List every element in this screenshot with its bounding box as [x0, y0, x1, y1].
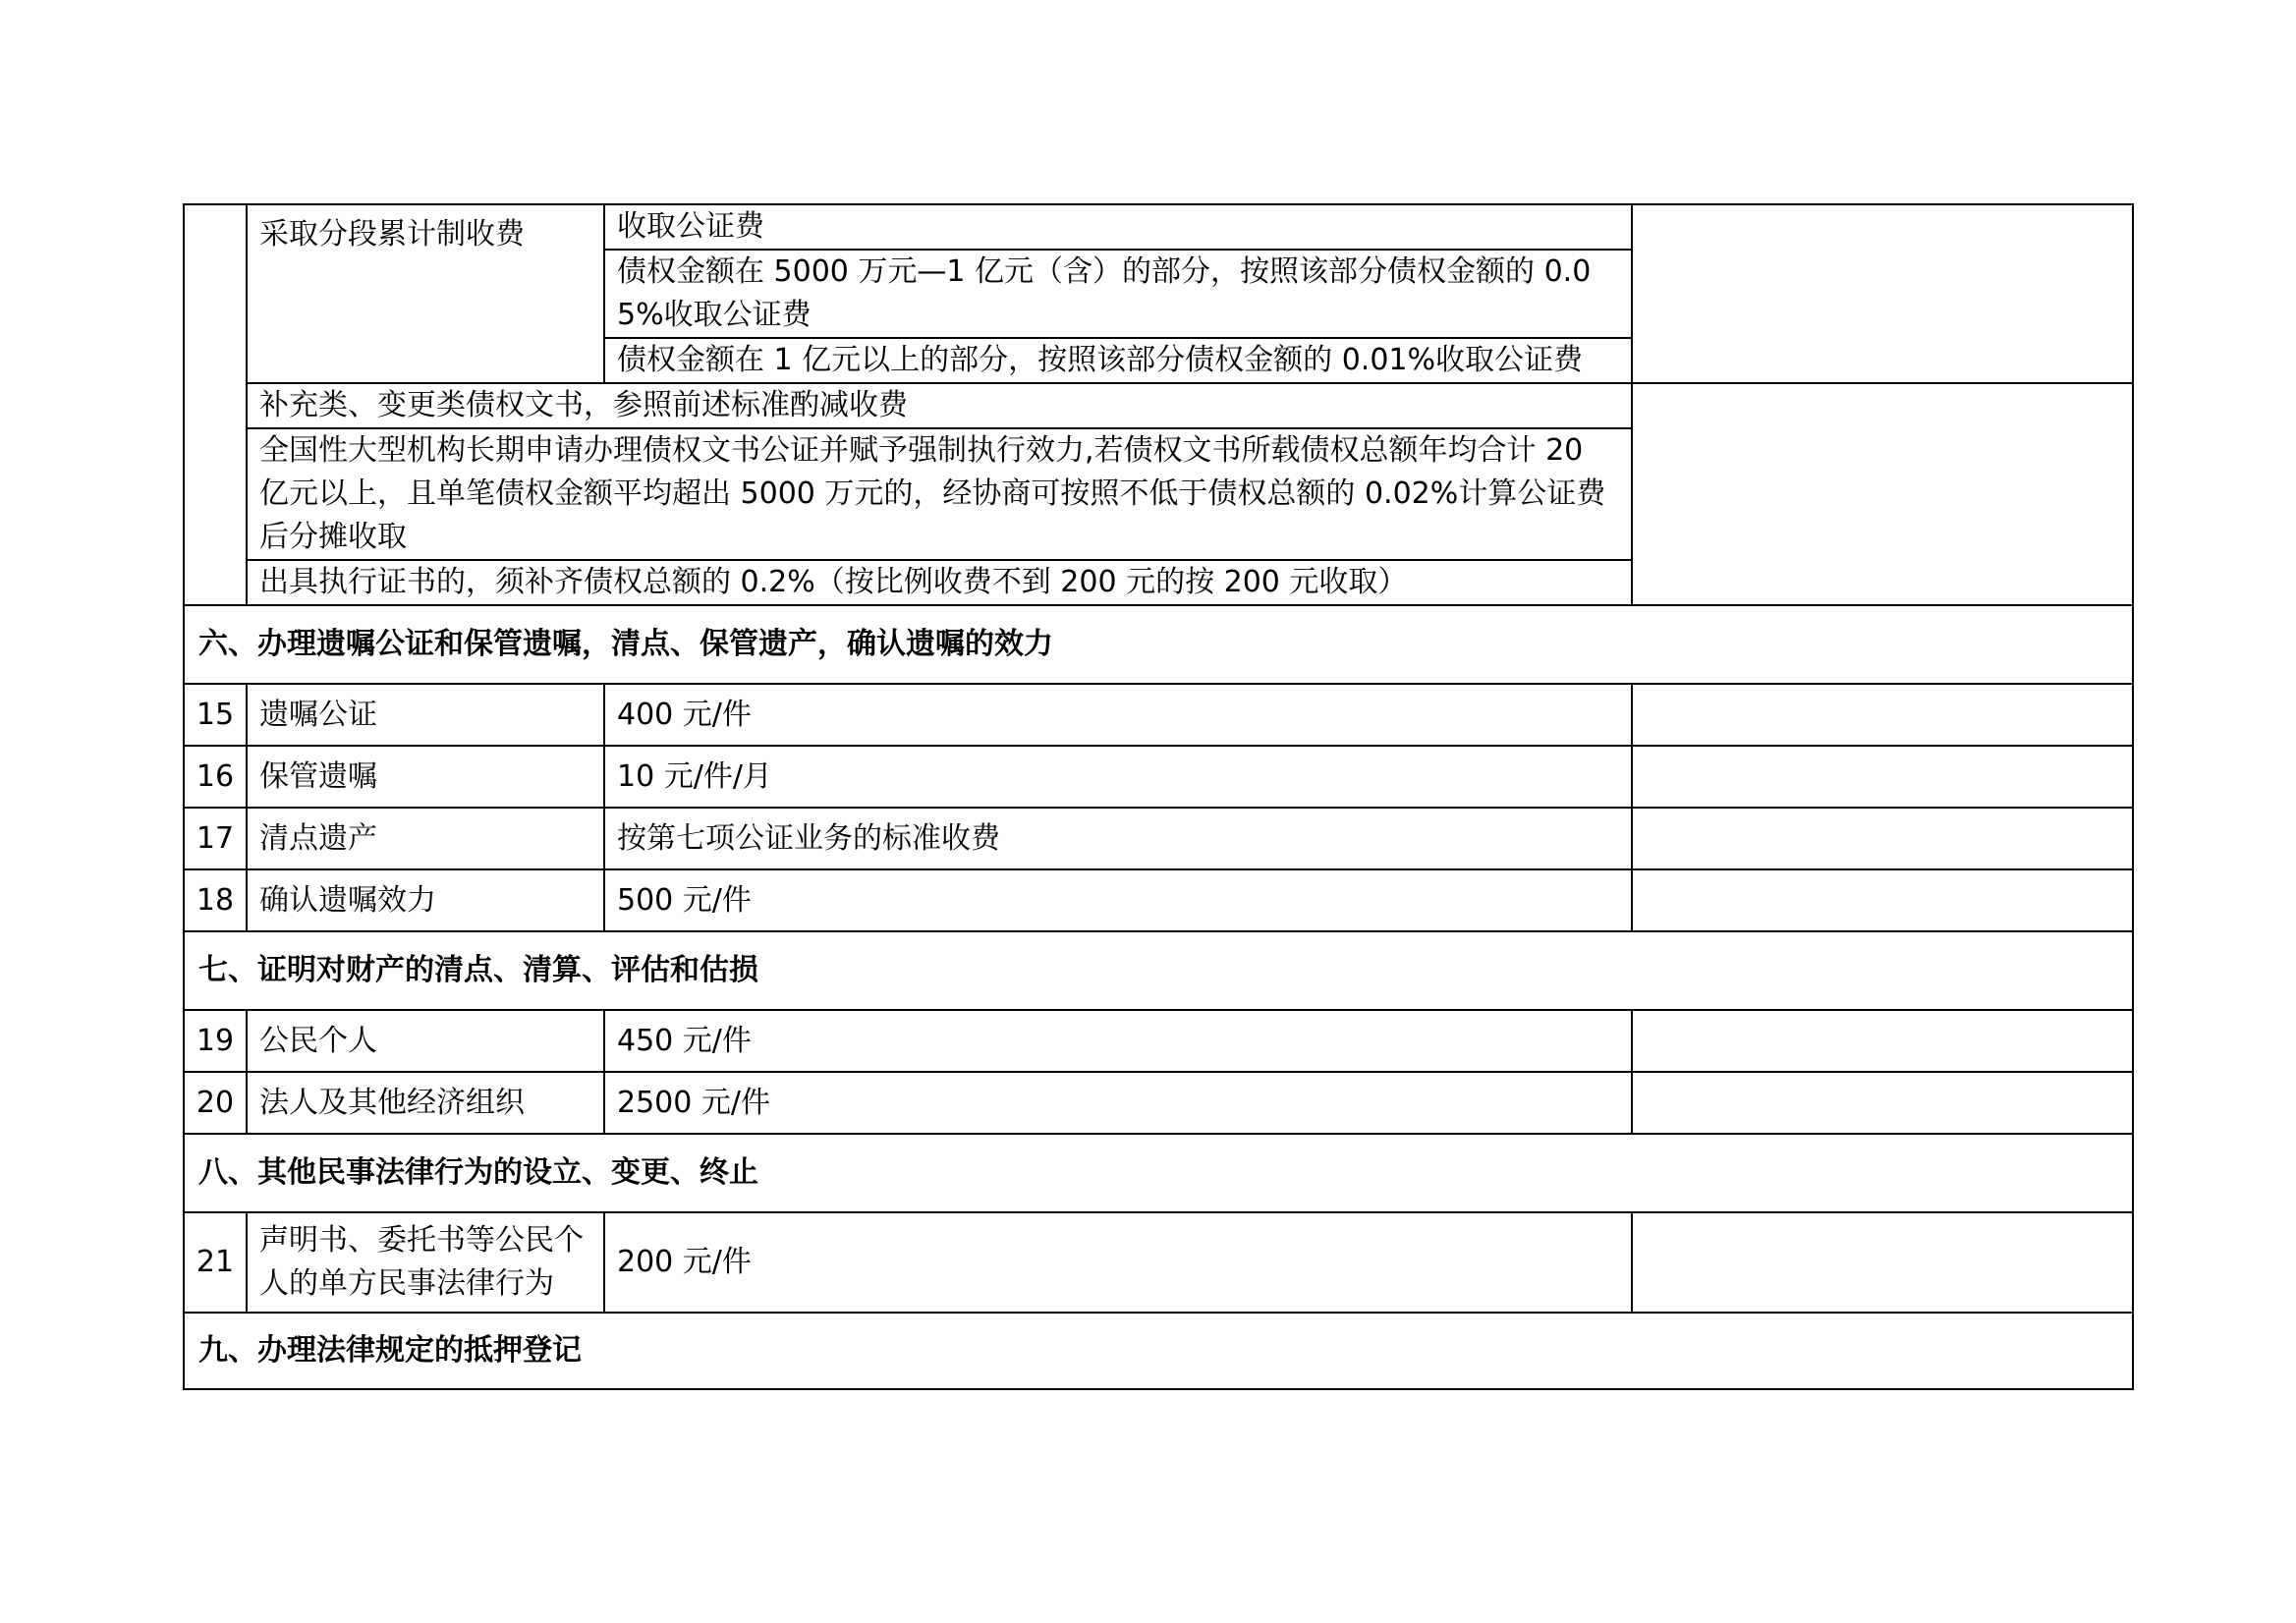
cumulative-tier-2: 债权金额在 5000 万元—1 亿元（含）的部分，按照该部分债权金额的 0.05%收取公证费	[604, 250, 1632, 338]
row-note	[1632, 808, 2133, 869]
continuation-number-cell	[184, 204, 247, 605]
row-note	[1632, 1010, 2133, 1072]
row-number: 20	[184, 1072, 247, 1134]
row-fee: 500 元/件	[604, 869, 1632, 931]
row-note	[1632, 746, 2133, 808]
continuation-note-cell-2	[1632, 383, 2133, 605]
notary-fee-table	[183, 203, 2134, 1390]
cumulative-fee-label: 采取分段累计制收费	[247, 204, 604, 383]
row-item: 遗嘱公证	[247, 684, 604, 746]
row-number: 18	[184, 869, 247, 931]
row-fee: 2500 元/件	[604, 1072, 1632, 1134]
row-fee: 450 元/件	[604, 1010, 1632, 1072]
row-item: 清点遗产	[247, 808, 604, 869]
row-note	[1632, 1072, 2133, 1134]
row-fee: 200 元/件	[604, 1212, 1632, 1313]
row-item: 公民个人	[247, 1010, 604, 1072]
execution-certificate-rule: 出具执行证书的，须补齐债权总额的 0.2%（按比例收费不到 200 元的按 200 元收取）	[247, 560, 1632, 605]
section-title-8: 八、其他民事法律行为的设立、变更、终止	[184, 1134, 2133, 1212]
row-fee: 10 元/件/月	[604, 746, 1632, 808]
continuation-note-cell-1	[1632, 204, 2133, 383]
supplementary-rule: 补充类、变更类债权文书，参照前述标准酌减收费	[247, 383, 1632, 428]
row-number: 15	[184, 684, 247, 746]
row-item: 保管遗嘱	[247, 746, 604, 808]
section-title-9: 九、办理法律规定的抵押登记	[184, 1313, 2133, 1389]
row-fee: 按第七项公证业务的标准收费	[604, 808, 1632, 869]
row-item: 声明书、委托书等公民个人的单方民事法律行为	[247, 1212, 604, 1313]
row-note	[1632, 684, 2133, 746]
cumulative-tier-3: 债权金额在 1 亿元以上的部分，按照该部分债权金额的 0.01%收取公证费	[604, 338, 1632, 383]
row-item: 确认遗嘱效力	[247, 869, 604, 931]
row-item: 法人及其他经济组织	[247, 1072, 604, 1134]
row-fee: 400 元/件	[604, 684, 1632, 746]
row-number: 19	[184, 1010, 247, 1072]
section-title-7: 七、证明对财产的清点、清算、评估和估损	[184, 931, 2133, 1010]
row-number: 16	[184, 746, 247, 808]
cumulative-tier-1: 收取公证费	[604, 204, 1632, 250]
section-title-6: 六、办理遗嘱公证和保管遗嘱，清点、保管遗产，确认遗嘱的效力	[184, 605, 2133, 684]
row-number: 21	[184, 1212, 247, 1313]
row-number: 17	[184, 808, 247, 869]
national-institution-rule: 全国性大型机构长期申请办理债权文书公证并赋予强制执行效力,若债权文书所载债权总额年均合计 20 亿元以上，且单笔债权金额平均超出 5000 万元的，经协商可按照不低于债权总额的 0.02%计算公证费后分摊收取	[247, 428, 1632, 560]
row-note	[1632, 1212, 2133, 1313]
row-note	[1632, 869, 2133, 931]
